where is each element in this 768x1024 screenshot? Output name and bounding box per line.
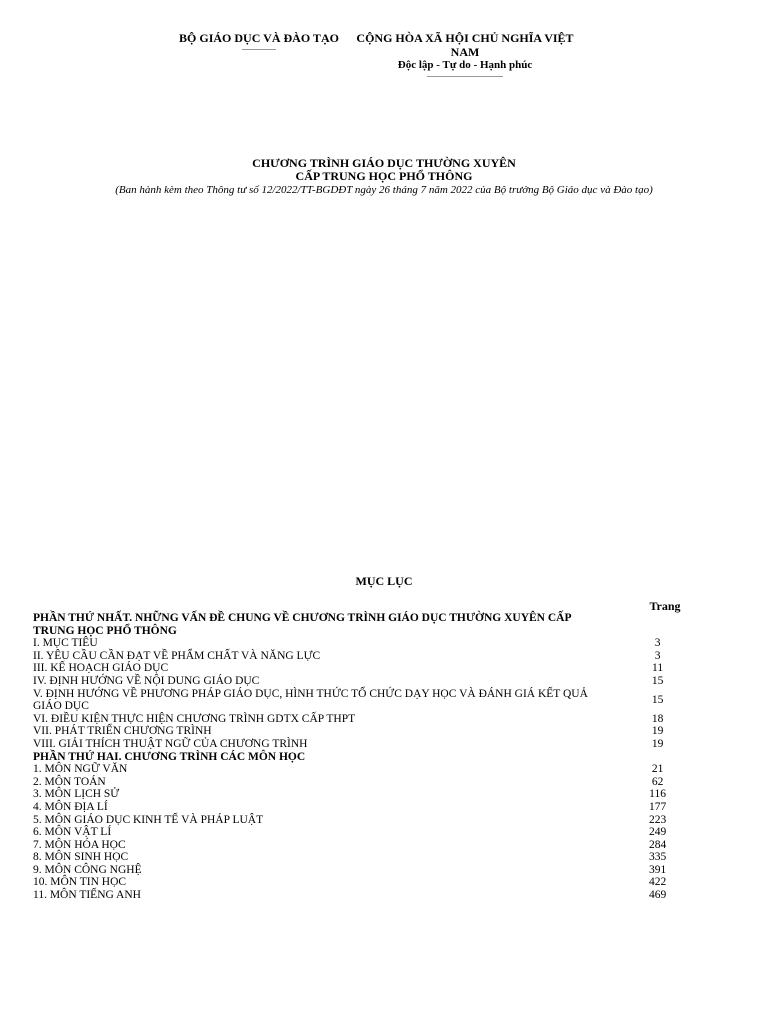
toc-entry-title: 2. MÔN TOÁN	[33, 775, 106, 788]
table-of-contents	[33, 612, 713, 902]
toc-entry-title: 9. MÔN CÔNG NGHỆ	[33, 863, 142, 876]
toc-entry-page-number: 116	[649, 788, 666, 801]
toc-entry-page-number: 21	[651, 763, 664, 776]
toc-entry-title: PHẦN THỨ NHẤT. NHỮNG VẤN ĐỀ CHUNG VỀ CHƯƠNG TRÌNH GIÁO DỤC THƯỜNG XUYÊN CẤP TRUNG HỌC PHỔ THÔNG	[33, 612, 571, 637]
toc-entry-row[interactable]	[33, 637, 713, 650]
toc-entry-row[interactable]	[33, 851, 713, 864]
toc-entry-title: 4. MÔN ĐỊA LÍ	[33, 800, 108, 813]
document-title-line-1: CHƯƠNG TRÌNH GIÁO DỤC THƯỜNG XUYÊN	[252, 156, 516, 170]
toc-entry-title: 1. MÔN NGỮ VĂN	[33, 763, 128, 776]
toc-entry-page-number: 469	[648, 889, 667, 902]
toc-entry-page-number: 3	[654, 637, 661, 650]
toc-entry-row[interactable]	[33, 763, 713, 776]
toc-entry-page-number: 249	[648, 826, 667, 839]
toc-entry-title: IV. ĐỊNH HƯỚNG VỀ NỘI DUNG GIÁO DỤC	[33, 674, 260, 687]
toc-heading: MỤC LỤC	[355, 574, 413, 588]
toc-entry-title: 5. MÔN GIÁO DỤC KINH TẾ VÀ PHÁP LUẬT	[33, 813, 264, 826]
toc-entry-row[interactable]	[33, 801, 713, 814]
toc-entry-title: 8. MÔN SINH HỌC	[33, 851, 129, 864]
toc-entry-row[interactable]	[33, 814, 713, 827]
toc-entry-row[interactable]	[33, 713, 713, 726]
toc-entry-row[interactable]	[33, 725, 713, 738]
toc-entry-title: VIII. GIẢI THÍCH THUẬT NGỮ CỦA CHƯƠNG TRÌNH	[33, 737, 308, 750]
document-issuance-note: (Ban hành kèm theo Thông tư số 12/2022/TT-BGDĐT ngày 26 tháng 7 năm 2022 của Bộ trưởng Bộ Giáo dục và Đào tạo)	[115, 184, 653, 196]
toc-entry-row[interactable]	[33, 839, 713, 852]
toc-entry-row[interactable]	[33, 776, 713, 789]
toc-entry-row[interactable]	[33, 826, 713, 839]
toc-entry-row[interactable]	[33, 688, 713, 713]
issuing-agency-name: BỘ GIÁO DỤC VÀ ĐÀO TẠO	[179, 31, 339, 45]
toc-entry-title: 6. MÔN VẬT LÍ	[33, 826, 112, 839]
toc-section-row[interactable]	[33, 612, 713, 637]
document-title-block	[0, 157, 768, 197]
toc-entry-title: III. KẾ HOẠCH GIÁO DỤC	[33, 662, 169, 675]
toc-entry-title: I. MỤC TIÊU	[33, 637, 98, 650]
toc-entry-page-number: 18	[651, 712, 664, 725]
toc-entry-page-number: 335	[648, 851, 667, 864]
national-motto: Độc lập - Tự do - Hạnh phúc	[397, 59, 533, 71]
toc-entry-title: 11. MÔN TIẾNG ANH	[33, 889, 141, 902]
toc-entry-page-number: 391	[648, 863, 667, 876]
issuing-agency-header	[170, 31, 348, 50]
toc-page-column-label: Trang	[649, 599, 681, 613]
toc-entry-row[interactable]	[33, 662, 713, 675]
toc-entry-page-number: 19	[651, 737, 664, 750]
toc-entry-page-number: 223	[648, 813, 667, 826]
toc-entry-row[interactable]	[33, 864, 713, 877]
document-title-line-2: CẤP TRUNG HỌC PHỔ THÔNG	[295, 169, 473, 183]
toc-entry-title: 10. MÔN TIN HỌC	[33, 876, 127, 889]
toc-entry-row[interactable]	[33, 650, 713, 663]
toc-entry-row[interactable]	[33, 788, 713, 801]
toc-entry-page-number: 3	[654, 649, 661, 662]
toc-entry-title: 3. MÔN LỊCH SỬ	[33, 788, 120, 801]
toc-entry-title: 7. MÔN HÓA HỌC	[33, 838, 126, 851]
toc-entry-row[interactable]	[33, 876, 713, 889]
toc-entry-title: PHẦN THỨ HAI. CHƯƠNG TRÌNH CÁC MÔN HỌC	[33, 750, 306, 763]
toc-entry-page-number: 62	[651, 775, 664, 788]
national-motto-underline	[427, 76, 503, 77]
toc-entry-page-number: 11	[652, 662, 664, 675]
toc-entry-page-number: 15	[651, 674, 664, 687]
toc-entry-row[interactable]	[33, 889, 713, 902]
toc-entry-page-number: 177	[648, 800, 667, 813]
toc-entry-title: V. ĐỊNH HƯỚNG VỀ PHƯƠNG PHÁP GIÁO DỤC, HÌNH THỨC TỔ CHỨC DẠY HỌC VÀ ĐÁNH GIÁ KẾT QUẢ GIÁO DỤC	[33, 687, 588, 713]
toc-entry-page-number: 19	[651, 725, 664, 738]
toc-entry-page-number: 15	[651, 693, 664, 706]
national-title: CỘNG HÒA XÃ HỘI CHỦ NGHĨA VIỆT NAM	[356, 31, 574, 59]
toc-entry-title: II. YÊU CẦU CẦN ĐẠT VỀ PHẨM CHẤT VÀ NĂNG LỰC	[33, 649, 321, 662]
national-title-header	[345, 31, 585, 77]
toc-entry-row[interactable]	[33, 675, 713, 688]
toc-section-row[interactable]	[33, 751, 713, 764]
toc-entry-page-number: 284	[648, 838, 667, 851]
toc-entry-title: VI. ĐIỀU KIỆN THỰC HIỆN CHƯƠNG TRÌNH GDTX CẤP THPT	[33, 712, 356, 725]
toc-entry-page-number: 422	[648, 876, 667, 889]
toc-entry-row[interactable]	[33, 738, 713, 751]
issuing-agency-underline	[242, 49, 276, 50]
toc-entry-title: VII. PHÁT TRIỂN CHƯƠNG TRÌNH	[33, 725, 212, 738]
